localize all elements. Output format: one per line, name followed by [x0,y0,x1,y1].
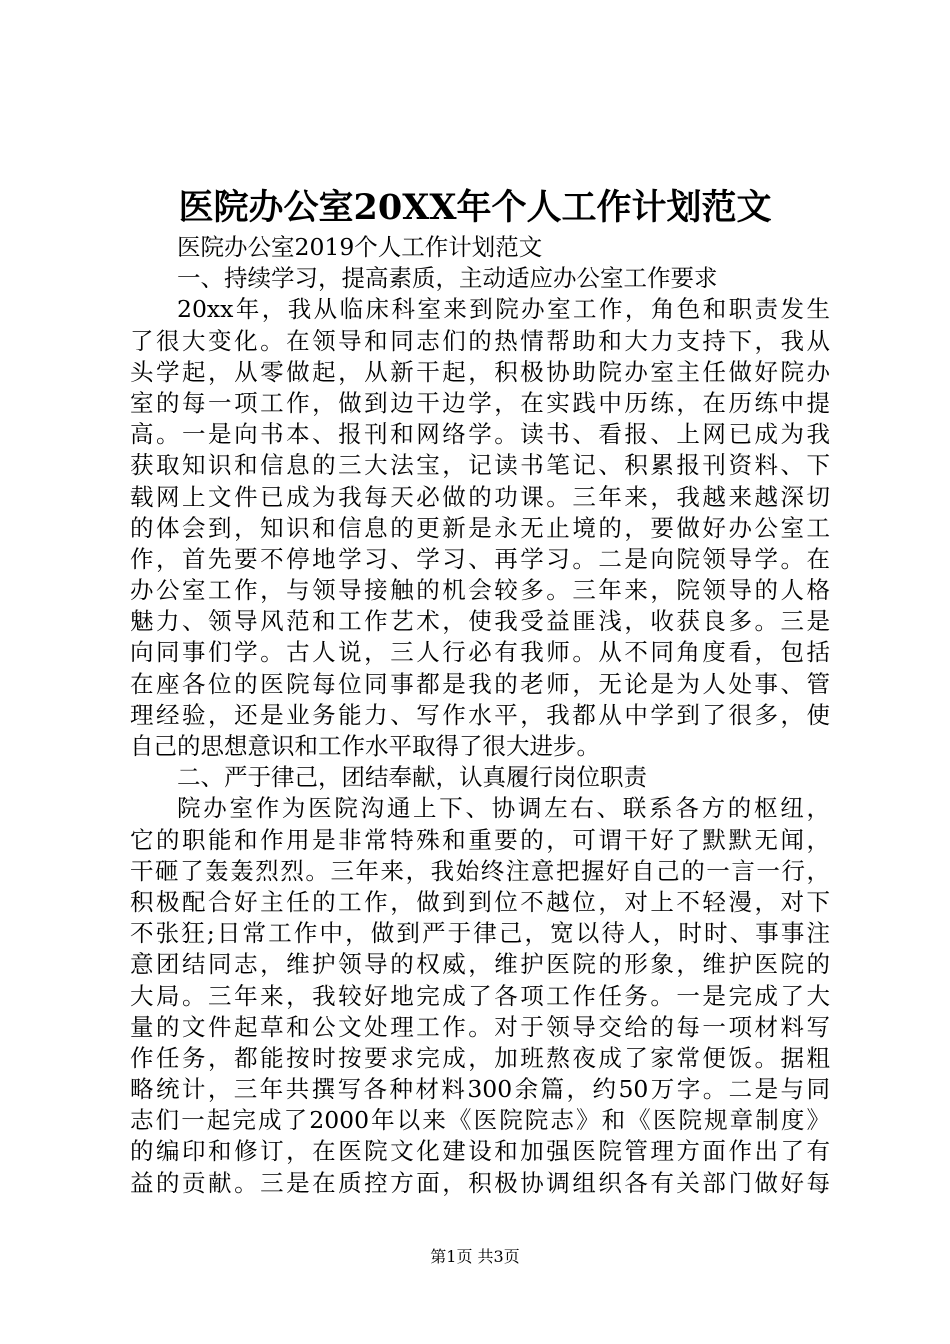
subtitle-line: 医院办公室2019个人工作计划范文 [177,233,543,261]
paragraph-line: 室的每一项工作，做到边干边学，在实践中历练，在历练中提 [130,388,830,417]
document-title: 医院办公室20XX年个人工作计划范文 [178,187,772,228]
paragraph-line: 干砸了轰轰烈烈。三年来，我始终注意把握好自己的一言一行， [130,856,830,885]
section-heading-2: 二、严于律己，团结奉献，认真履行岗位职责 [177,763,647,792]
paragraph-line: 向同事们学。古人说，三人行必有我师。从不同角度看，包括 [130,638,830,667]
paragraph-line: 的体会到，知识和信息的更新是永无止境的，要做好办公室工 [130,513,830,542]
paragraph-line: 志们一起完成了2000年以来《医院院志》和《医院规章制度》 [130,1106,830,1135]
paragraph-line: 量的文件起草和公文处理工作。对于领导交给的每一项材料写 [130,1012,830,1041]
paragraph-line: 它的职能和作用是非常特殊和重要的，可谓干好了默默无闻， [130,825,830,854]
paragraph-line: 益的贡献。三是在质控方面，积极协调组织各有关部门做好每 [130,1168,830,1197]
paragraph-line: 略统计，三年共撰写各种材料300余篇，约50万字。二是与同 [130,1075,830,1104]
paragraph-line: 作，首先要不停地学习、学习、再学习。二是向院领导学。在 [130,544,830,573]
page-number-footer: 第1页 共3页 [430,1247,520,1266]
paragraph-line: 积极配合好主任的工作，做到到位不越位，对上不轻漫，对下 [130,887,830,916]
paragraph-line: 高。一是向书本、报刊和网络学。读书、看报、上网已成为我 [130,420,830,449]
paragraph-line: 办公室工作，与领导接触的机会较多。三年来，院领导的人格 [130,576,830,605]
paragraph-line: 院办室作为医院沟通上下、协调左右、联系各方的枢纽， [177,794,830,823]
paragraph-line: 理经验，还是业务能力、写作水平，我都从中学到了很多，使 [130,700,830,729]
paragraph-line: 的编印和修订，在医院文化建设和加强医院管理方面作出了有 [130,1137,830,1166]
paragraph-line: 头学起，从零做起，从新干起，积极协助院办室主任做好院办 [130,357,830,386]
paragraph-line: 意团结同志，维护领导的权威，维护医院的形象，维护医院的 [130,950,830,979]
paragraph-line: 了很大变化。在领导和同志们的热情帮助和大力支持下，我从 [130,326,830,355]
paragraph-line: 魅力、领导风范和工作艺术，使我受益匪浅，收获良多。三是 [130,607,830,636]
paragraph-line: 大局。三年来，我较好地完成了各项工作任务。一是完成了大 [130,981,830,1010]
paragraph-line: 在座各位的医院每位同事都是我的老师，无论是为人处事、管 [130,669,830,698]
paragraph-line: 不张狂;日常工作中，做到严于律己，宽以待人，时时、事事注 [130,919,830,948]
section-heading-1: 一、持续学习，提高素质，主动适应办公室工作要求 [177,264,718,293]
paragraph-line: 20xx年，我从临床科室来到院办室工作，角色和职责发生 [177,295,830,324]
document-body [130,232,830,1199]
paragraph-line: 载网上文件已成为我每天必做的功课。三年来，我越来越深切 [130,482,830,511]
paragraph-line: 获取知识和信息的三大法宝，记读书笔记、积累报刊资料、下 [130,451,830,480]
paragraph-line: 作任务，都能按时按要求完成，加班熬夜成了家常便饭。据粗 [130,1043,830,1072]
paragraph-line: 自己的思想意识和工作水平取得了很大进步。 [130,732,600,760]
